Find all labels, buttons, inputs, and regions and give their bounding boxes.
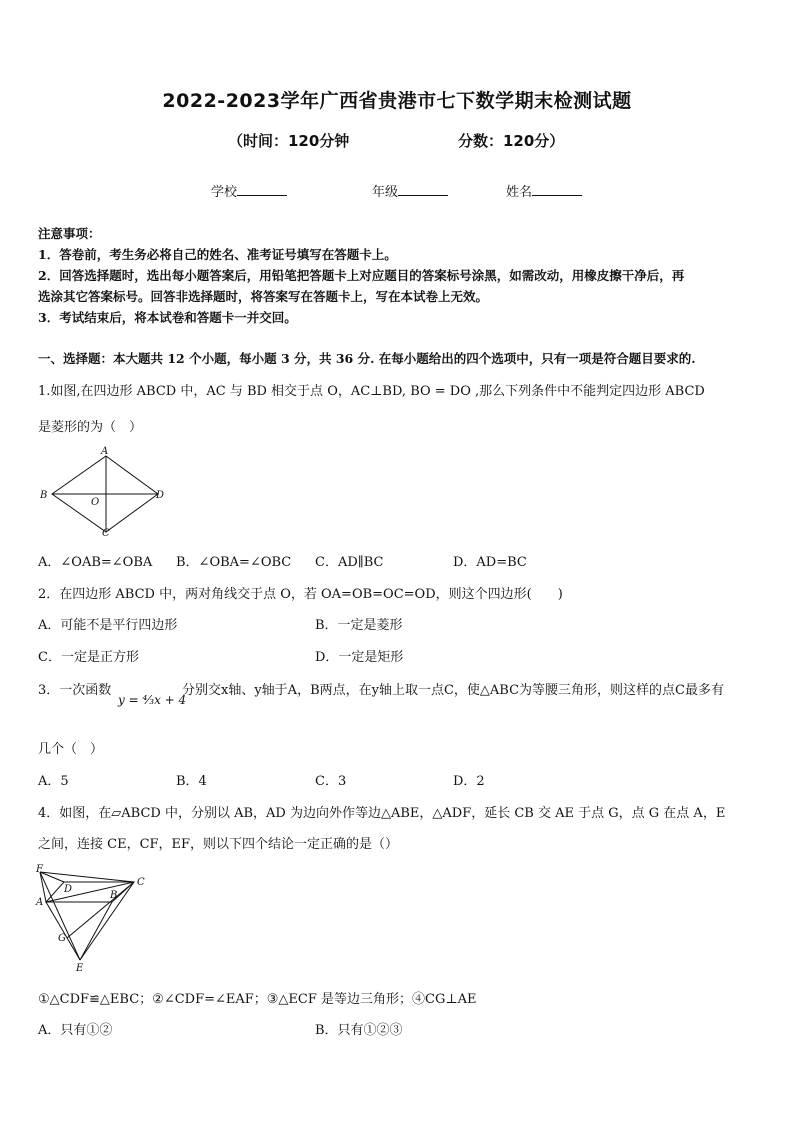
q1-stem-cont: 是菱形的为（ ） [38,420,143,435]
parallelogram-figure [34,864,158,974]
section-heading: 一、选择题：本大题共 12 个小题，每小题 3 分，共 36 分. 在每小题给出的四个选项中，只有一项是符合题目要求的. [38,351,696,366]
q3-option-d[interactable]: D．2 [453,774,485,789]
q1-option-d[interactable]: D．AD=BC [453,555,527,570]
q4-option-a[interactable]: A．只有①② [38,1023,113,1038]
note-item: 3．考试结束后，将本试卷和答题卡一并交回。 [38,310,297,325]
label-c: C [102,528,110,539]
exam-time: （时间：120分钟 [228,132,350,150]
q1-option-c[interactable]: C．AD∥BC [315,555,384,570]
label-g: G [58,933,66,944]
q3-option-b[interactable]: B．4 [176,774,207,789]
q2-option-c[interactable]: C．一定是正方形 [38,650,139,665]
note-item: 选涂其它答案标号。回答非选择题时，将答案写在答题卡上，写在本试卷上无效。 [38,289,489,304]
grade-field [372,181,448,200]
label-o: O [91,497,100,508]
name-blank[interactable] [532,183,582,196]
q3-option-a[interactable]: A．5 [38,774,69,789]
q3-formula: y = ⁴⁄₃x + 4 [118,693,187,707]
label-b: B [110,890,118,901]
grade-label: 年级 [372,185,399,200]
notes-heading: 注意事项： [38,226,101,241]
label-a: A [101,446,109,457]
label-a: A [36,897,44,908]
page-title: 2022-2023学年广西省贵港市七下数学期末检测试题 [162,90,632,112]
q4-statements: ①△CDF≌△EBC；②∠CDF=∠EAF；③△ECF 是等边三角形；④CG⊥AE [38,992,477,1007]
q4-stem-cont: 之间，连接 CE，CF，EF，则以下四个结论一定正确的是（） [38,837,399,852]
q4-stem: 4．如图，在▱ABCD 中，分别以 AB，AD 为边向外作等边△ABE，△ADF，延长 CB 交 AE 于点 G，点 G 在点 A，E [38,806,726,821]
school-blank[interactable] [237,183,287,196]
name-field [506,181,582,200]
q2-option-a[interactable]: A．可能不是平行四边形 [38,618,178,633]
school-label: 学校 [211,185,238,200]
label-d: D [156,490,165,501]
exam-score: 分数：120分） [458,132,565,150]
q1-option-a[interactable]: A．∠OAB=∠OBA [38,555,153,570]
q3-stem-cont: 几个（ ） [38,742,104,757]
q3-stem-end: 分别交x轴、y轴于A，B两点，在y轴上取一点C，使△ABC为等腰三角形，则这样的点C最多有 [182,683,724,698]
q4-option-b[interactable]: B．只有①②③ [315,1023,403,1038]
q2-option-b[interactable]: B．一定是菱形 [315,618,403,633]
rhombus-figure [38,444,168,540]
note-item: 1．答卷前，考生务必将自己的姓名、准考证号填写在答题卡上。 [38,247,397,262]
label-b: B [40,490,48,501]
q2-stem: 2．在四边形 ABCD 中，两对角线交于点 O，若 OA=OB=OC=OD，则这个四边形( ) [38,587,563,602]
label-f: F [36,864,43,875]
note-item: 2．回答选择题时，选出每小题答案后，用铅笔把答题卡上对应题目的答案标号涂黑，如需改动，用橡皮擦干净后，再 [38,268,685,283]
name-label: 姓名 [506,185,533,200]
q3-stem-start: 3．一次函数 [38,683,112,698]
label-c: C [137,877,145,888]
school-field [211,181,287,200]
label-e: E [76,963,84,974]
grade-blank[interactable] [398,183,448,196]
q1-stem: 1.如图,在四边形 ABCD 中，AC 与 BD 相交于点 O，AC⊥BD, BO = DO ,那么下列条件中不能判定四边形 ABCD [38,384,705,399]
q3-option-c[interactable]: C．3 [315,774,347,789]
q1-option-b[interactable]: B．∠OBA=∠OBC [176,555,292,570]
label-d: D [64,884,73,895]
q2-option-d[interactable]: D．一定是矩形 [315,650,404,665]
